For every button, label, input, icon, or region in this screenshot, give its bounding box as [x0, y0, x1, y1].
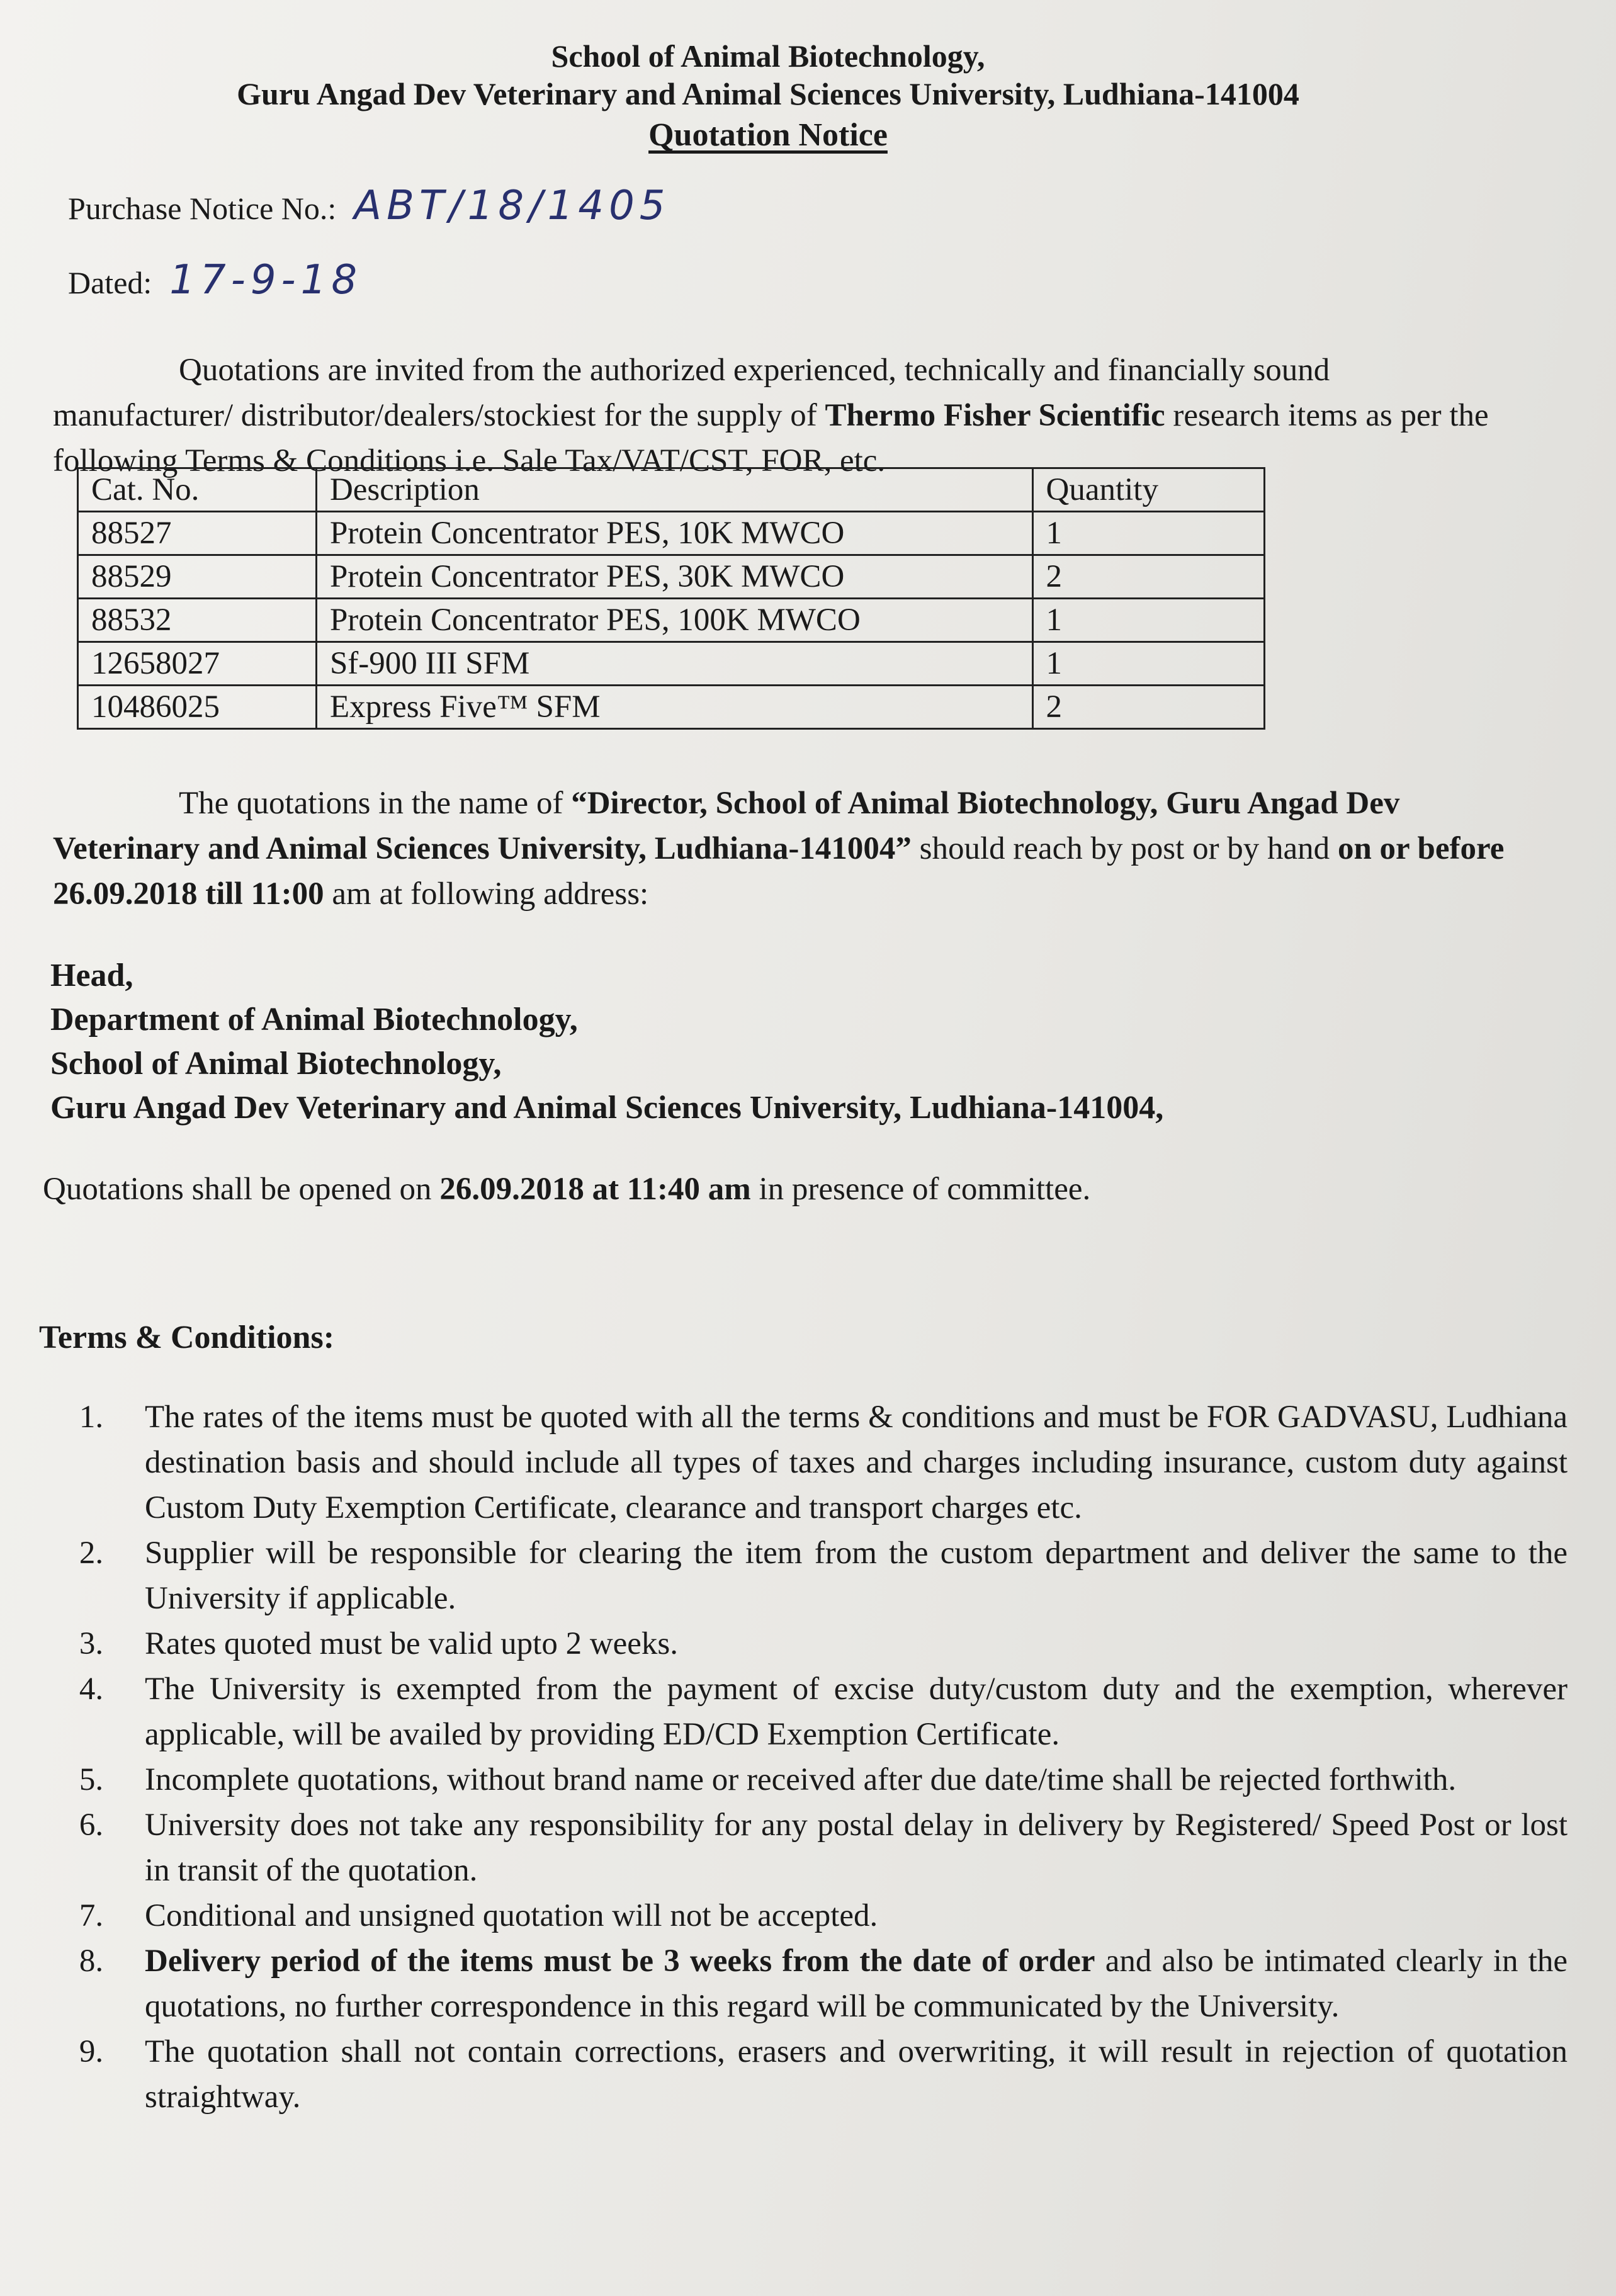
dated — [68, 257, 362, 303]
term-text: University does not take any responsibility for any postal delay in delivery by Registered/ Speed Post or lost in transit of the quotation. — [145, 1807, 1568, 1888]
cell-quantity: 1 — [1032, 599, 1265, 642]
address-line: School of Animal Biotechnology, — [50, 1046, 502, 1082]
opening-statement: Quotations shall be opened on 26.09.2018 at 11:40 am in presence of committee. — [43, 1172, 1091, 1207]
document-title: Quotation Notice — [648, 117, 888, 153]
term-number: 8. — [79, 1943, 104, 1979]
term-number: 4. — [79, 1671, 104, 1707]
address-line: Department of Animal Biotechnology, — [50, 1002, 578, 1038]
cell-cat-no: 88532 — [78, 599, 317, 642]
cell-description: Protein Concentrator PES, 10K MWCO — [316, 512, 1032, 555]
list-item — [38, 1621, 1568, 1666]
cell-cat-no: 88529 — [78, 555, 317, 599]
list-item — [38, 1757, 1568, 1802]
table-header-row — [78, 468, 1265, 512]
list-item — [38, 1938, 1568, 2029]
cell-quantity: 2 — [1032, 555, 1265, 599]
table-row — [78, 599, 1265, 642]
list-item — [38, 1530, 1568, 1621]
purchase-notice — [68, 183, 670, 229]
term-text: Conditional and unsigned quotation will not be accepted. — [145, 1898, 878, 1933]
col-description: Description — [316, 468, 1032, 512]
list-item — [38, 1666, 1568, 1757]
purchase-notice-label: Purchase Notice No.: — [68, 191, 337, 226]
term-text: The rates of the items must be quoted with all the terms & conditions and must be FOR GADVASU, Ludhiana destination basis and should include all types of taxes and charges including insurance, custom duty against Custom Duty Exemption Certificate, clearance and transport charges etc. — [145, 1400, 1568, 1525]
term-number: 2. — [79, 1535, 104, 1571]
list-item — [38, 1394, 1568, 1530]
term-text: Delivery period of the items must be 3 weeks from the date of order and also be intimated clearly in the quotations, no further correspondence in this regard will be communicated by the University. — [145, 1943, 1568, 2024]
intro-paragraph: Quotations are invited from the authorized experienced, technically and financially sound manufacturer/ distributor/dealers/stockiest for the supply of Thermo Fisher Scientific research items as per the following Terms & Conditions i.e. Sale Tax/VAT/CST, FOR, etc. — [53, 353, 1489, 478]
col-quantity: Quantity — [1032, 468, 1265, 512]
cell-description: Express Five™ SFM — [316, 686, 1032, 729]
cell-quantity: 1 — [1032, 642, 1265, 686]
cell-cat-no: 88527 — [78, 512, 317, 555]
address-line: Guru Angad Dev Veterinary and Animal Sciences University, Ludhiana-141004, — [50, 1090, 1164, 1126]
cell-quantity: 2 — [1032, 686, 1265, 729]
address-line: Head, — [50, 958, 133, 993]
terms-list — [38, 1394, 1568, 2120]
cell-description: Protein Concentrator PES, 100K MWCO — [316, 599, 1032, 642]
submission-paragraph: The quotations in the name of “Director, School of Animal Biotechnology, Guru Angad Dev Veterinary and Animal Sciences University, Ludhiana-141004” should reach by post or by hand on or before 26.09.2018 till 11:00 am at following address: — [53, 786, 1505, 912]
cell-description: Sf-900 III SFM — [316, 642, 1032, 686]
term-number: 7. — [79, 1898, 104, 1933]
term-text: The University is exempted from the payment of excise duty/custom duty and the exemption, wherever applicable, will be availed by providing ED/CD Exemption Certificate. — [145, 1671, 1568, 1752]
list-item — [38, 1893, 1568, 1938]
term-number: 5. — [79, 1762, 104, 1797]
address-block — [50, 954, 1163, 1130]
terms-heading: Terms & Conditions: — [39, 1320, 335, 1355]
cell-cat-no: 12658027 — [78, 642, 317, 686]
dated-value: 17-9-18 — [169, 257, 363, 303]
cell-quantity: 1 — [1032, 512, 1265, 555]
list-item — [38, 2029, 1568, 2120]
col-cat-no: Cat. No. — [78, 468, 317, 512]
list-item — [38, 1802, 1568, 1893]
term-number: 6. — [79, 1807, 104, 1843]
items-table — [77, 467, 1265, 730]
term-text: Incomplete quotations, without brand name or received after due date/time shall be rejected forthwith. — [145, 1762, 1457, 1797]
purchase-notice-number: ABT/18/1405 — [354, 183, 670, 229]
table-row — [78, 686, 1265, 729]
university-name: Guru Angad Dev Veterinary and Animal Sciences University, Ludhiana-141004 — [237, 76, 1299, 111]
table-row — [78, 555, 1265, 599]
school-name: School of Animal Biotechnology, — [551, 38, 985, 74]
term-text: Rates quoted must be valid upto 2 weeks. — [145, 1626, 679, 1661]
term-number: 3. — [79, 1626, 104, 1661]
table-row — [78, 642, 1265, 686]
cell-description: Protein Concentrator PES, 30K MWCO — [316, 555, 1032, 599]
term-number: 9. — [79, 2034, 104, 2069]
cell-cat-no: 10486025 — [78, 686, 317, 729]
term-text: The quotation shall not contain corrections, erasers and overwriting, it will result in rejection of quotation straightway. — [145, 2034, 1568, 2115]
dated-label: Dated: — [68, 265, 152, 300]
term-text: Supplier will be responsible for clearing the item from the custom department and deliver the same to the University if applicable. — [145, 1535, 1568, 1616]
table-row — [78, 512, 1265, 555]
term-number: 1. — [79, 1400, 104, 1435]
